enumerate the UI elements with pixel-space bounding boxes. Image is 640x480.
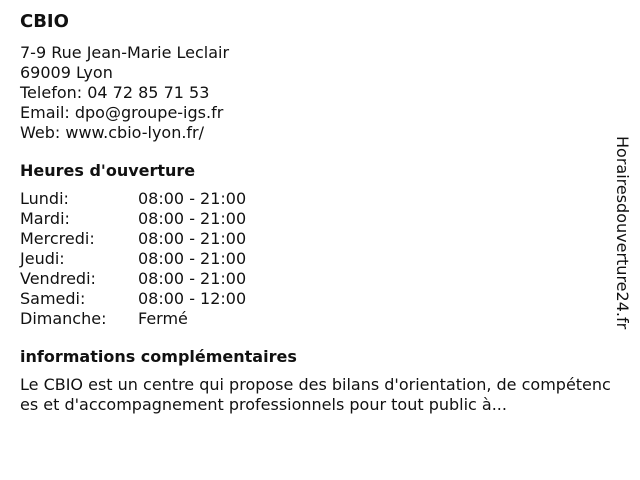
day-label: Mercredi: — [20, 229, 95, 248]
time-range: 08:00 - 21:00 — [138, 249, 247, 268]
time-range: Fermé — [138, 309, 188, 328]
day-label: Vendredi: — [20, 269, 96, 288]
phone-line: Telefon: 04 72 85 71 53 — [20, 83, 210, 102]
business-card — [20, 10, 610, 415]
day-label: Samedi: — [20, 289, 86, 308]
day-label: Dimanche: — [20, 309, 107, 328]
time-range: 08:00 - 21:00 — [138, 269, 247, 288]
hours-row-monday — [20, 189, 610, 209]
site-brand-vertical: Horairesdouverture24.fr — [613, 136, 632, 330]
email-line: Email: dpo@groupe-igs.fr — [20, 103, 224, 122]
address-line-1: 7-9 Rue Jean-Marie Leclair — [20, 43, 230, 62]
hours-row-friday — [20, 269, 610, 289]
hours-row-wednesday — [20, 229, 610, 249]
time-range: 08:00 - 21:00 — [138, 209, 247, 228]
hours-row-thursday — [20, 249, 610, 269]
time-range: 08:00 - 12:00 — [138, 289, 247, 308]
additional-info-text: Le CBIO est un centre qui propose des bilans d'orientation, de compétences et d'accompagnement professionnels pour tout public à... — [20, 375, 611, 414]
hours-row-tuesday — [20, 209, 610, 229]
time-range: 08:00 - 21:00 — [138, 189, 247, 208]
hours-row-saturday — [20, 289, 610, 309]
web-line: Web: www.cbio-lyon.fr/ — [20, 123, 205, 142]
opening-hours-title: Heures d'ouverture — [20, 161, 196, 180]
time-range: 08:00 - 21:00 — [138, 229, 247, 248]
day-label: Lundi: — [20, 189, 69, 208]
address-line-2: 69009 Lyon — [20, 63, 113, 82]
day-label: Jeudi: — [20, 249, 65, 268]
business-name: CBIO — [20, 11, 69, 32]
hours-row-sunday — [20, 309, 610, 329]
day-label: Mardi: — [20, 209, 70, 228]
additional-info-title: informations complémentaires — [20, 347, 297, 366]
